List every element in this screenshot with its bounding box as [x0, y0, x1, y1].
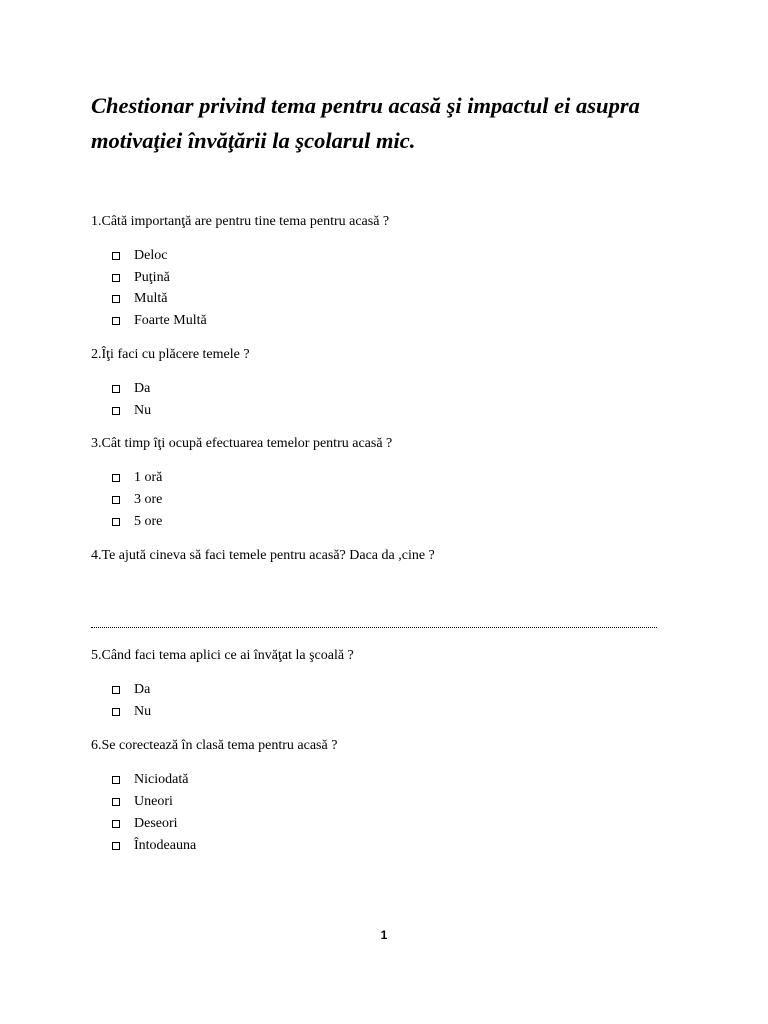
checkbox-icon[interactable]	[112, 842, 120, 850]
option-label: Niciodată	[134, 772, 189, 787]
option-q2-nu[interactable]	[112, 402, 151, 420]
option-q1-foarte-multa[interactable]	[112, 312, 207, 330]
option-label: 1 oră	[134, 470, 163, 485]
option-label: Deloc	[134, 248, 168, 263]
option-q3-1-ora[interactable]	[112, 469, 162, 487]
title-line-2: motivaţiei învăţării la şcolarul mic.	[91, 128, 416, 153]
option-label: Deseori	[134, 816, 178, 831]
option-label: Multă	[134, 291, 168, 306]
page-number: 1	[380, 928, 388, 942]
option-label: 3 ore	[134, 492, 163, 507]
option-label: Nu	[134, 403, 152, 418]
question-6: 6.Se corectează în clasă tema pentru acasă ?	[91, 738, 338, 753]
option-q5-da[interactable]	[112, 681, 150, 699]
option-label: Întodeauna	[134, 838, 197, 853]
option-q2-da[interactable]	[112, 380, 150, 398]
checkbox-icon[interactable]	[112, 518, 120, 526]
question-2: 2.Îţi faci cu plăcere temele ?	[91, 347, 250, 362]
checkbox-icon[interactable]	[112, 385, 120, 393]
title-line-1: Chestionar privind tema pentru acasă şi impactul ei asupra	[91, 93, 640, 118]
question-4: 4.Te ajută cineva să faci temele pentru acasă? Daca da ,cine ?	[91, 548, 435, 563]
checkbox-icon[interactable]	[112, 274, 120, 282]
option-label: Da	[134, 381, 151, 396]
option-label: Nu	[134, 704, 152, 719]
checkbox-icon[interactable]	[112, 317, 120, 325]
answer-line-q4[interactable]	[91, 617, 657, 628]
question-1: 1.Câtă importanţă are pentru tine tema pentru acasă ?	[91, 214, 390, 229]
question-5: 5.Când faci tema aplici ce ai învăţat la şcoală ?	[91, 648, 354, 663]
checkbox-icon[interactable]	[112, 820, 120, 828]
option-q3-5-ore[interactable]	[112, 513, 162, 531]
option-label: Puţină	[134, 270, 170, 285]
checkbox-icon[interactable]	[112, 252, 120, 260]
option-label: 5 ore	[134, 514, 163, 529]
option-label: Uneori	[134, 794, 173, 809]
option-q6-intodeauna[interactable]	[112, 837, 196, 855]
checkbox-icon[interactable]	[112, 407, 120, 415]
option-q5-nu[interactable]	[112, 703, 151, 721]
option-q1-multa[interactable]	[112, 290, 167, 308]
checkbox-icon[interactable]	[112, 708, 120, 716]
checkbox-icon[interactable]	[112, 776, 120, 784]
option-q1-deloc[interactable]	[112, 247, 167, 265]
option-label: Foarte Multă	[134, 313, 207, 328]
option-q6-niciodata[interactable]	[112, 771, 188, 789]
document-title	[91, 88, 711, 158]
checkbox-icon[interactable]	[112, 496, 120, 504]
checkbox-icon[interactable]	[112, 295, 120, 303]
option-q3-3-ore[interactable]	[112, 491, 162, 509]
checkbox-icon[interactable]	[112, 798, 120, 806]
option-q1-putina[interactable]	[112, 269, 170, 287]
question-3: 3.Cât timp îţi ocupă efectuarea temelor pentru acasă ?	[91, 436, 393, 451]
option-q6-uneori[interactable]	[112, 793, 173, 811]
option-label: Da	[134, 682, 151, 697]
checkbox-icon[interactable]	[112, 474, 120, 482]
option-q6-deseori[interactable]	[112, 815, 178, 833]
checkbox-icon[interactable]	[112, 686, 120, 694]
